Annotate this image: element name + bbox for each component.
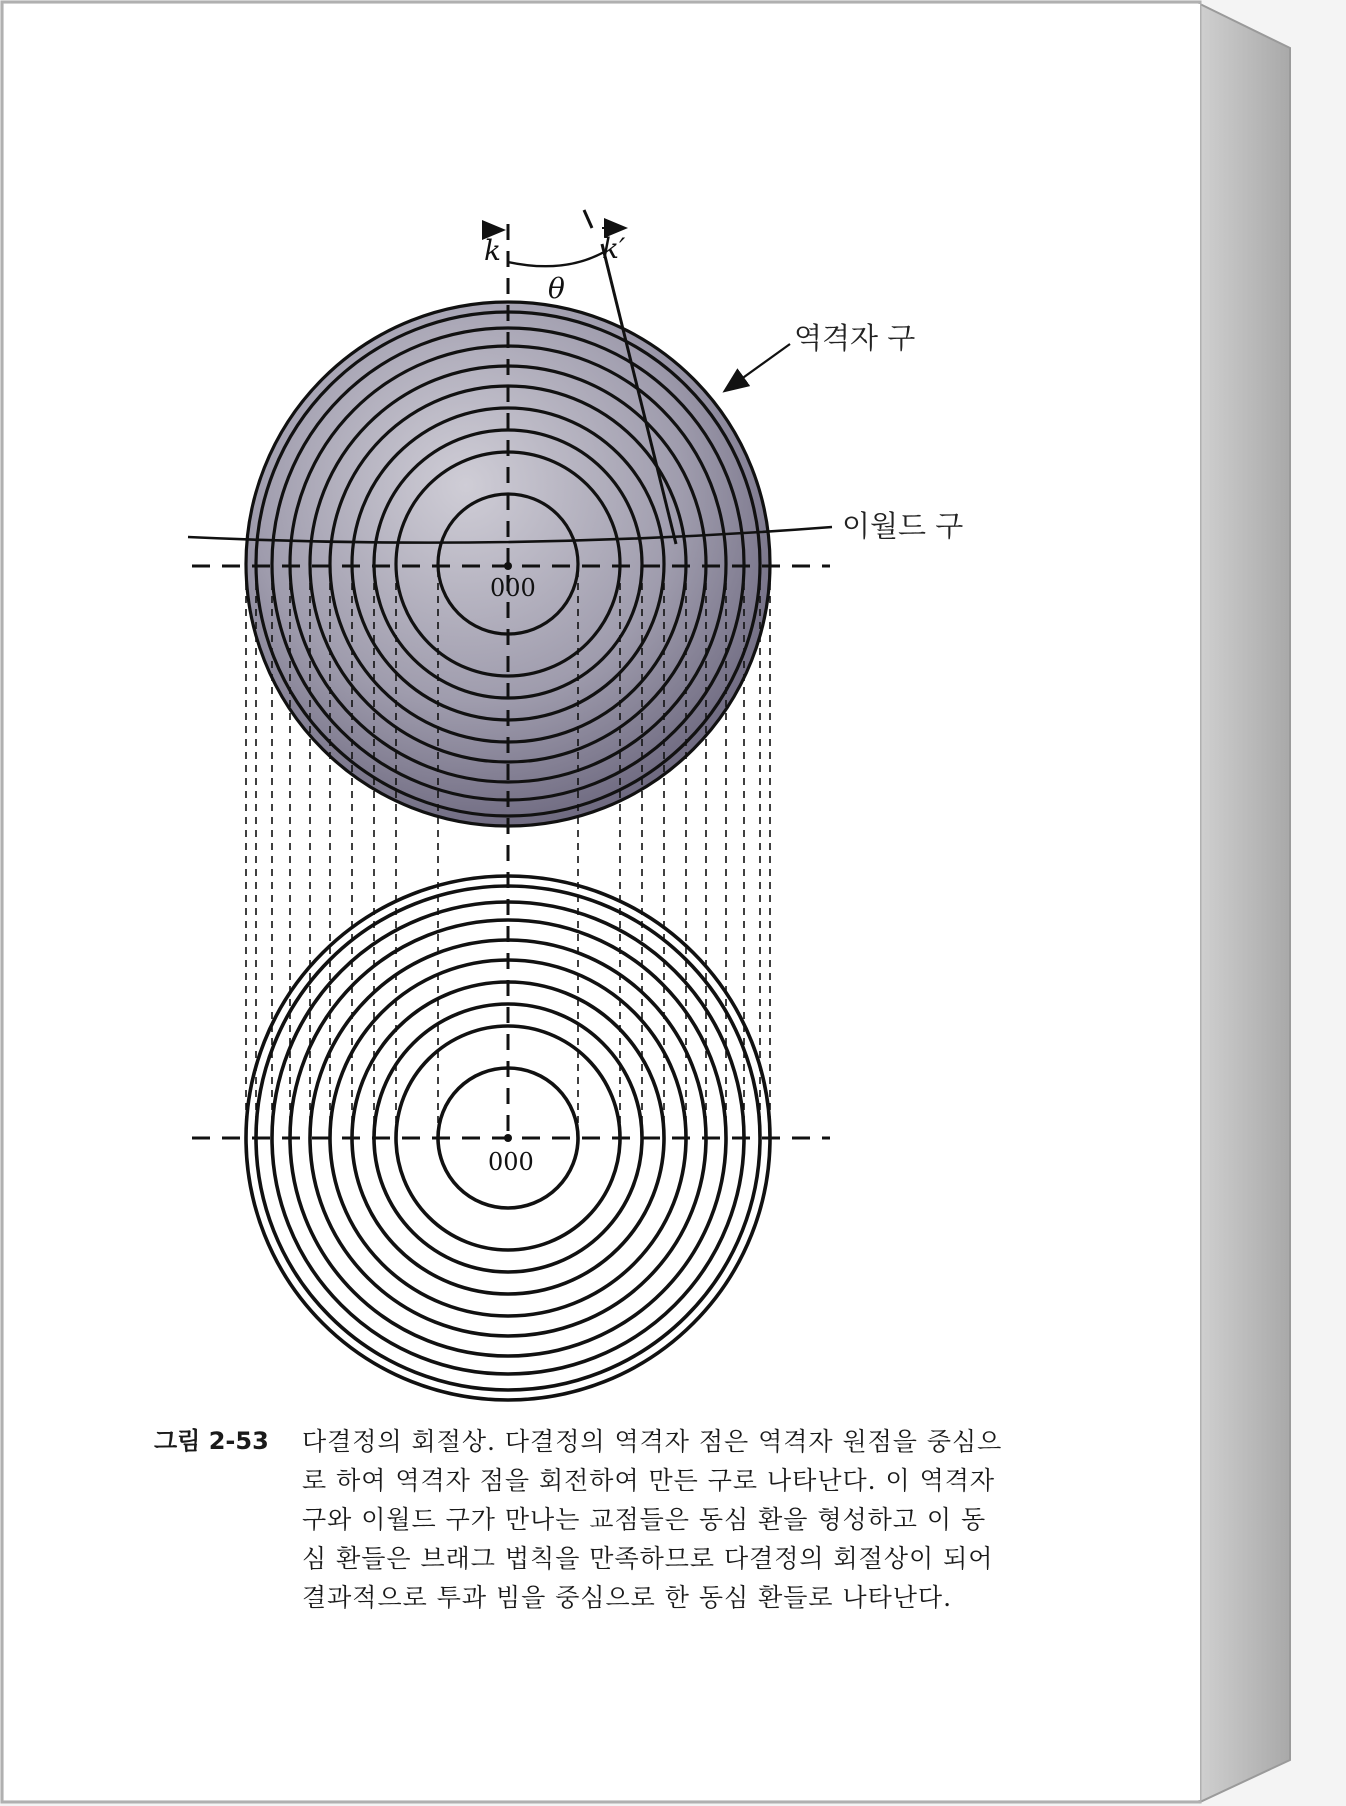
polycrystal-diffraction-figure bbox=[4, 4, 1200, 1414]
caption-label: 그림 2-53 bbox=[154, 1427, 269, 1455]
k-prime-dash bbox=[584, 210, 592, 228]
caption-line: 다결정의 회절상. 다결정의 역격자 점은 역격자 원점을 중심으 bbox=[302, 1427, 1003, 1456]
origin-dot-top bbox=[504, 562, 512, 570]
book-page bbox=[4, 4, 1200, 1800]
origin-label-top: 000 bbox=[490, 574, 536, 602]
caption-line: 심 환들은 브래그 법칙을 만족하므로 다결정의 회절상이 되어 bbox=[302, 1544, 994, 1573]
reciprocal-sphere-label: 역격자 구 bbox=[794, 321, 916, 355]
k-prime-label: k′ bbox=[602, 232, 626, 265]
k-label: k bbox=[484, 234, 501, 267]
ewald-sphere-label: 이월드 구 bbox=[842, 509, 964, 543]
theta-arc bbox=[508, 252, 604, 266]
caption-line: 결과적으로 투과 빔을 중심으로 한 동심 환들로 나타난다. bbox=[302, 1583, 953, 1612]
theta-label: θ bbox=[548, 272, 565, 305]
caption-line: 구와 이월드 구가 만나는 교점들은 동심 환을 형성하고 이 동 bbox=[302, 1505, 987, 1534]
origin-dot-bottom bbox=[504, 1134, 512, 1142]
caption-line: 로 하여 역격자 점을 회전하여 만든 구로 나타난다. 이 역격자 bbox=[302, 1466, 996, 1495]
origin-label-bottom: 000 bbox=[488, 1148, 534, 1176]
reciprocal-sphere-pointer bbox=[726, 344, 790, 390]
